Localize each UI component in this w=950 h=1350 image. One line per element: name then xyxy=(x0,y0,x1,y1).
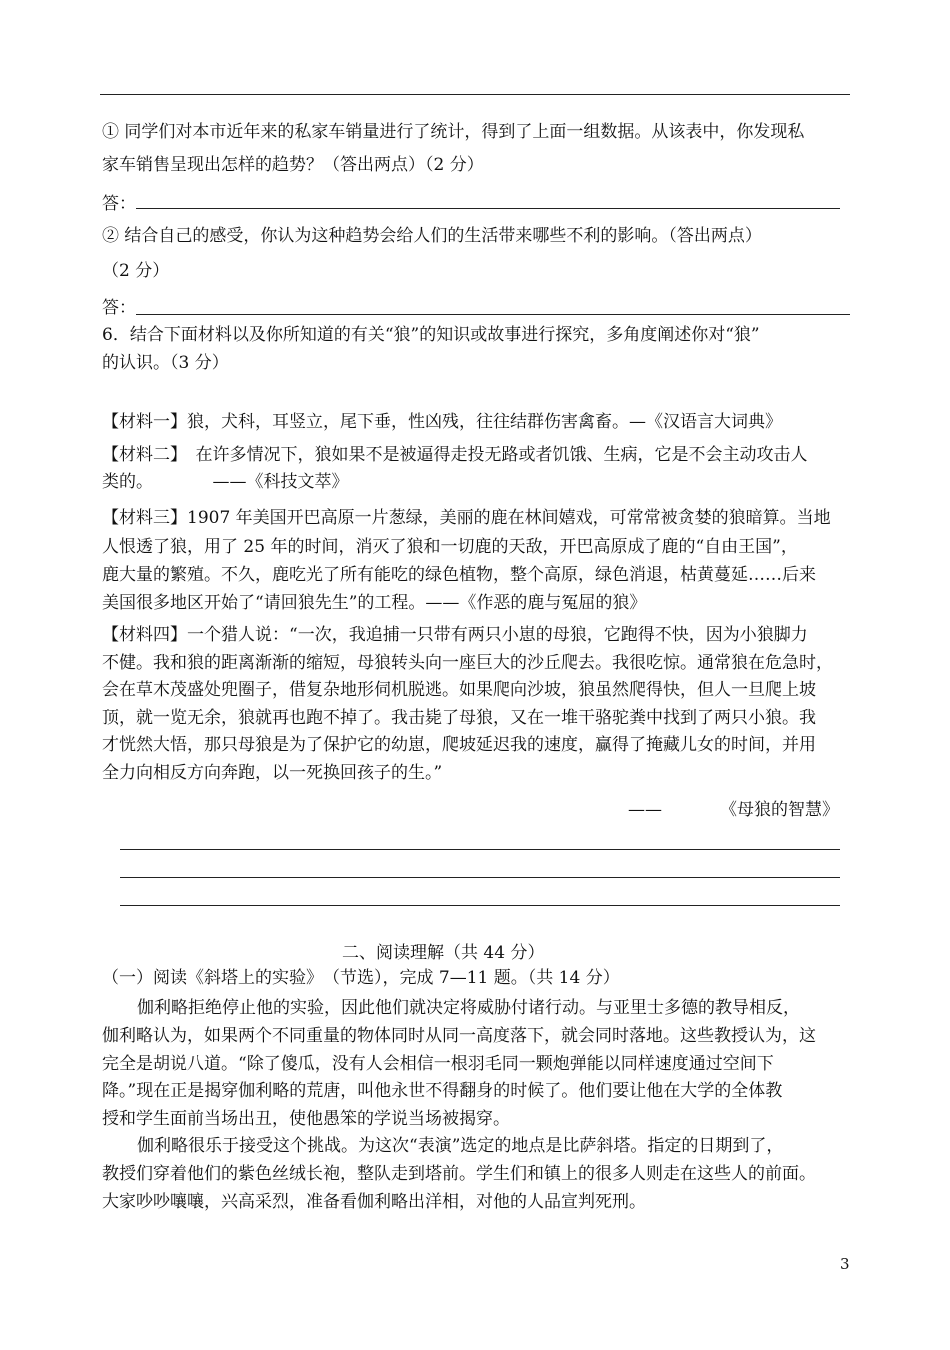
q6-line1: 6．结合下面材料以及你所知道的有关“狼”的知识或故事进行探究，多角度阐述你对“狼” xyxy=(102,325,760,345)
material-3-line1: 【材料三】1907 年美国开巴高原一片葱绿，美丽的鹿在林间嬉戏，可常常被贪婪的狼暗算。当地 xyxy=(102,508,831,528)
q5-sub1-line1: ① 同学们对本市近年来的私家车销量进行了统计，得到了上面一组数据。从该表中，你发现私 xyxy=(102,122,805,142)
material-4-line5: 才恍然大悟，那只母狼是为了保护它的幼崽，爬坡延迟我的速度，赢得了掩藏儿女的时间，并用 xyxy=(102,735,816,755)
material-1: 【材料一】狼，犬科，耳竖立，尾下垂，性凶残，往往结群伤害禽畜。—《汉语言大词典》 xyxy=(102,412,782,432)
q5-sub2-line2: （2 分） xyxy=(102,261,170,281)
q5-answer-label-2: 答： xyxy=(102,298,136,318)
q5-sub2-line1: ② 结合自己的感受，你认为这种趋势会给人们的生活带来哪些不利的影响。（答出两点） xyxy=(102,226,762,246)
material-4-line4: 顶，就一览无余，狼就再也跑不掉了。我击毙了母狼，又在一堆干骆驼粪中找到了两只小狼。我 xyxy=(102,708,816,728)
q5-answer-label-1: 答： xyxy=(102,194,136,214)
q6-line2: 的认识。（3 分） xyxy=(102,353,229,373)
material-4-line3: 会在草木茂盛处兜圈子，借复杂地形伺机脱逃。如果爬向沙坡，狼虽然爬得快，但人一旦爬上坡 xyxy=(102,680,816,700)
material-3-line3: 鹿大量的繁殖。不久，鹿吃光了所有能吃的绿色植物，整个高原，绿色消退，枯黄蔓延……后来 xyxy=(102,565,816,585)
q5-answer-line-2[interactable] xyxy=(136,314,850,315)
q5-answer-line-1[interactable] xyxy=(136,208,840,209)
material-4-source: 《母狼的智慧》 xyxy=(720,800,839,820)
passage-p1-line2: 伽利略认为，如果两个不同重量的物体同时从同一高度落下，就会同时落地。这些教授认为，这 xyxy=(102,1026,816,1046)
passage-p1-line5: 授和学生面前当场出丑，使他愚笨的学说当场被揭穿。 xyxy=(102,1109,510,1129)
q6-answer-line-1[interactable] xyxy=(120,849,840,850)
passage-p1-line3: 完全是胡说八道。“除了傻瓜，没有人会相信一根羽毛同一颗炮弹能以同样速度通过空间下 xyxy=(102,1054,774,1074)
q5-sub1-line2: 家车销售呈现出怎样的趋势？（答出两点）（2 分） xyxy=(102,155,484,175)
passage-p2-line2: 教授们穿着他们的紫色丝绒长袍，整队走到塔前。学生们和镇上的很多人则走在这些人的前面。 xyxy=(102,1164,816,1184)
passage-p2-line3: 大家吵吵嚷嚷，兴高采烈，准备看伽利略出洋相，对他的人品宣判死刑。 xyxy=(102,1192,646,1212)
material-2-line1: 【材料二】 在许多情况下，狼如果不是被逼得走投无路或者饥饿、生病，它是不会主动攻击人 xyxy=(102,445,808,465)
section-2-title: 二、阅读理解（共 44 分） xyxy=(342,943,545,963)
q6-answer-line-2[interactable] xyxy=(120,877,840,878)
material-4-dash: —— xyxy=(628,800,662,820)
material-4-line6: 全力向相反方向奔跑，以一死换回孩子的生。” xyxy=(102,763,443,783)
material-4-line2: 不健。我和狼的距离渐渐的缩短，母狼转头向一座巨大的沙丘爬去。我很吃惊。通常狼在危急时， xyxy=(102,653,833,673)
passage-p2-line1: 伽利略很乐于接受这个挑战。为这次“表演”选定的地点是比萨斜塔。指定的日期到了， xyxy=(137,1136,784,1156)
passage-p1-line4: 降。”现在正是揭穿伽利略的荒唐，叫他永世不得翻身的时候了。他们要让他在大学的全体教 xyxy=(102,1081,783,1101)
passage-p1-line1: 伽利略拒绝停止他的实验，因此他们就决定将威胁付诸行动。与亚里士多德的教导相反， xyxy=(137,998,800,1018)
material-4-line1: 【材料四】一个猎人说：“一次，我追捕一只带有两只小崽的母狼，它跑得不快，因为小狼脚力 xyxy=(102,625,808,645)
material-3-line2: 人恨透了狼，用了 25 年的时间，消灭了狼和一切鹿的天敌，开巴高原成了鹿的“自由王国”， xyxy=(102,537,798,557)
material-2-line2: 类的。 ——《科技文萃》 xyxy=(102,472,349,492)
top-rule xyxy=(100,94,850,95)
material-3-line4: 美国很多地区开始了“请回狼先生”的工程。——《作恶的鹿与冤屈的狼》 xyxy=(102,593,647,613)
page-number: 3 xyxy=(840,1255,850,1273)
q6-answer-line-3[interactable] xyxy=(120,905,840,906)
section-2-sub1: （一）阅读《斜塔上的实验》 （节选），完成 7—11 题。（共 14 分） xyxy=(102,968,620,988)
